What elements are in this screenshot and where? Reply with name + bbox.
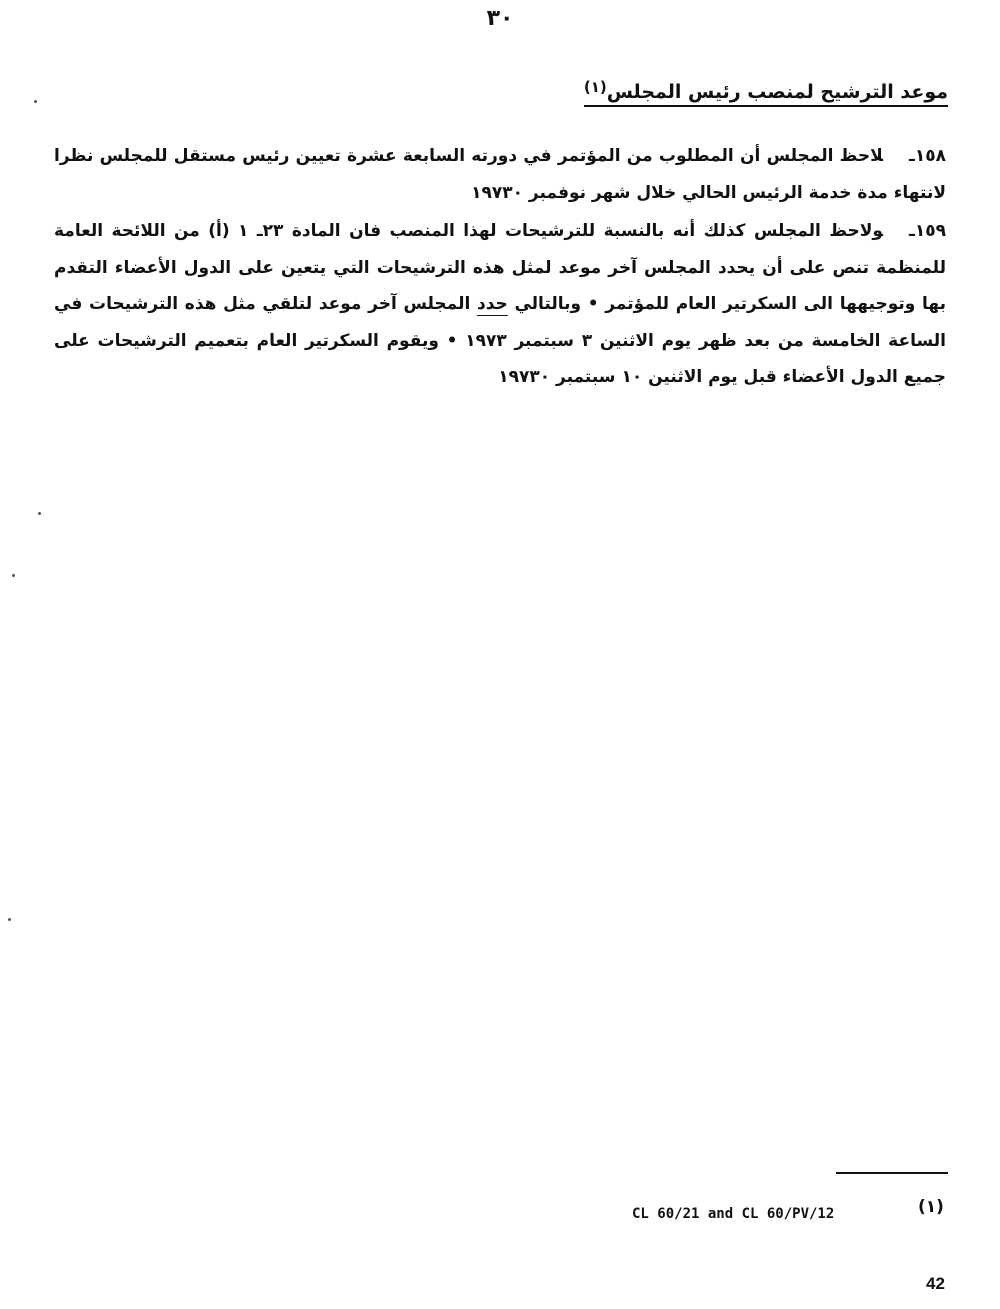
scan-speck — [8, 918, 11, 921]
scan-speck — [38, 512, 41, 515]
page-number-bottom: 42 — [926, 1274, 945, 1293]
paragraph-text-continued: المجلس آخر موعد لتلقي مثل هذه الترشيحات في الساعة الخامسة من بعد ظهر يوم الاثنين ٣ سبتمبر ١٩٧٣ • ويقوم السكرتير العام بتعميم الترشيحات على جميع الدول الأعضاء قبل يوم الاثنين ١٠ سبتمبر ١٩٧٣٠ — [54, 294, 946, 387]
paragraph-number: ١٥٩ـ — [909, 221, 946, 241]
footnote-text: CL 60/21 and CL 60/PV/12 — [632, 1206, 835, 1222]
scan-speck — [34, 100, 37, 103]
paragraph-text: لاحظ المجلس أن المطلوب من المؤتمر في دورته السابعة عشرة تعيين رئيس مستقل للمجلس نظرا لانتهاء مدة خدمة الرئيس الحالي خلال شهر نوفمبر ١٩٧٣٠ — [54, 146, 946, 203]
paragraph-158 — [54, 138, 946, 211]
section-title-footnote-ref: (١) — [583, 78, 607, 96]
paragraph-number: ١٥٨ـ — [909, 146, 946, 166]
section-title — [584, 78, 948, 107]
page-number-top: ٣٠ — [486, 6, 514, 31]
scan-speck — [12, 574, 15, 577]
section-title-text: موعد الترشيح لمنصب رئيس المجلس — [606, 81, 948, 103]
footnote-separator — [836, 1172, 948, 1174]
paragraph-text: ولاحظ المجلس كذلك أنه بالنسبة للترشيحات لهذا المنصب فان المادة ٢٣ـ ١ (أ) من اللائحة العامة للمنظمة تنص على أن يحدد المجلس آخر موعد لمثل هذه الترشيحات التي يتعين على الدول الأعضاء التقدم بها وتوجيهها الى السكرتير العام للمؤتمر • وبالتالي — [54, 221, 946, 314]
underlined-word: حدد — [476, 294, 508, 314]
footnote-marker: (١) — [918, 1197, 944, 1217]
paragraph-159 — [54, 213, 946, 396]
